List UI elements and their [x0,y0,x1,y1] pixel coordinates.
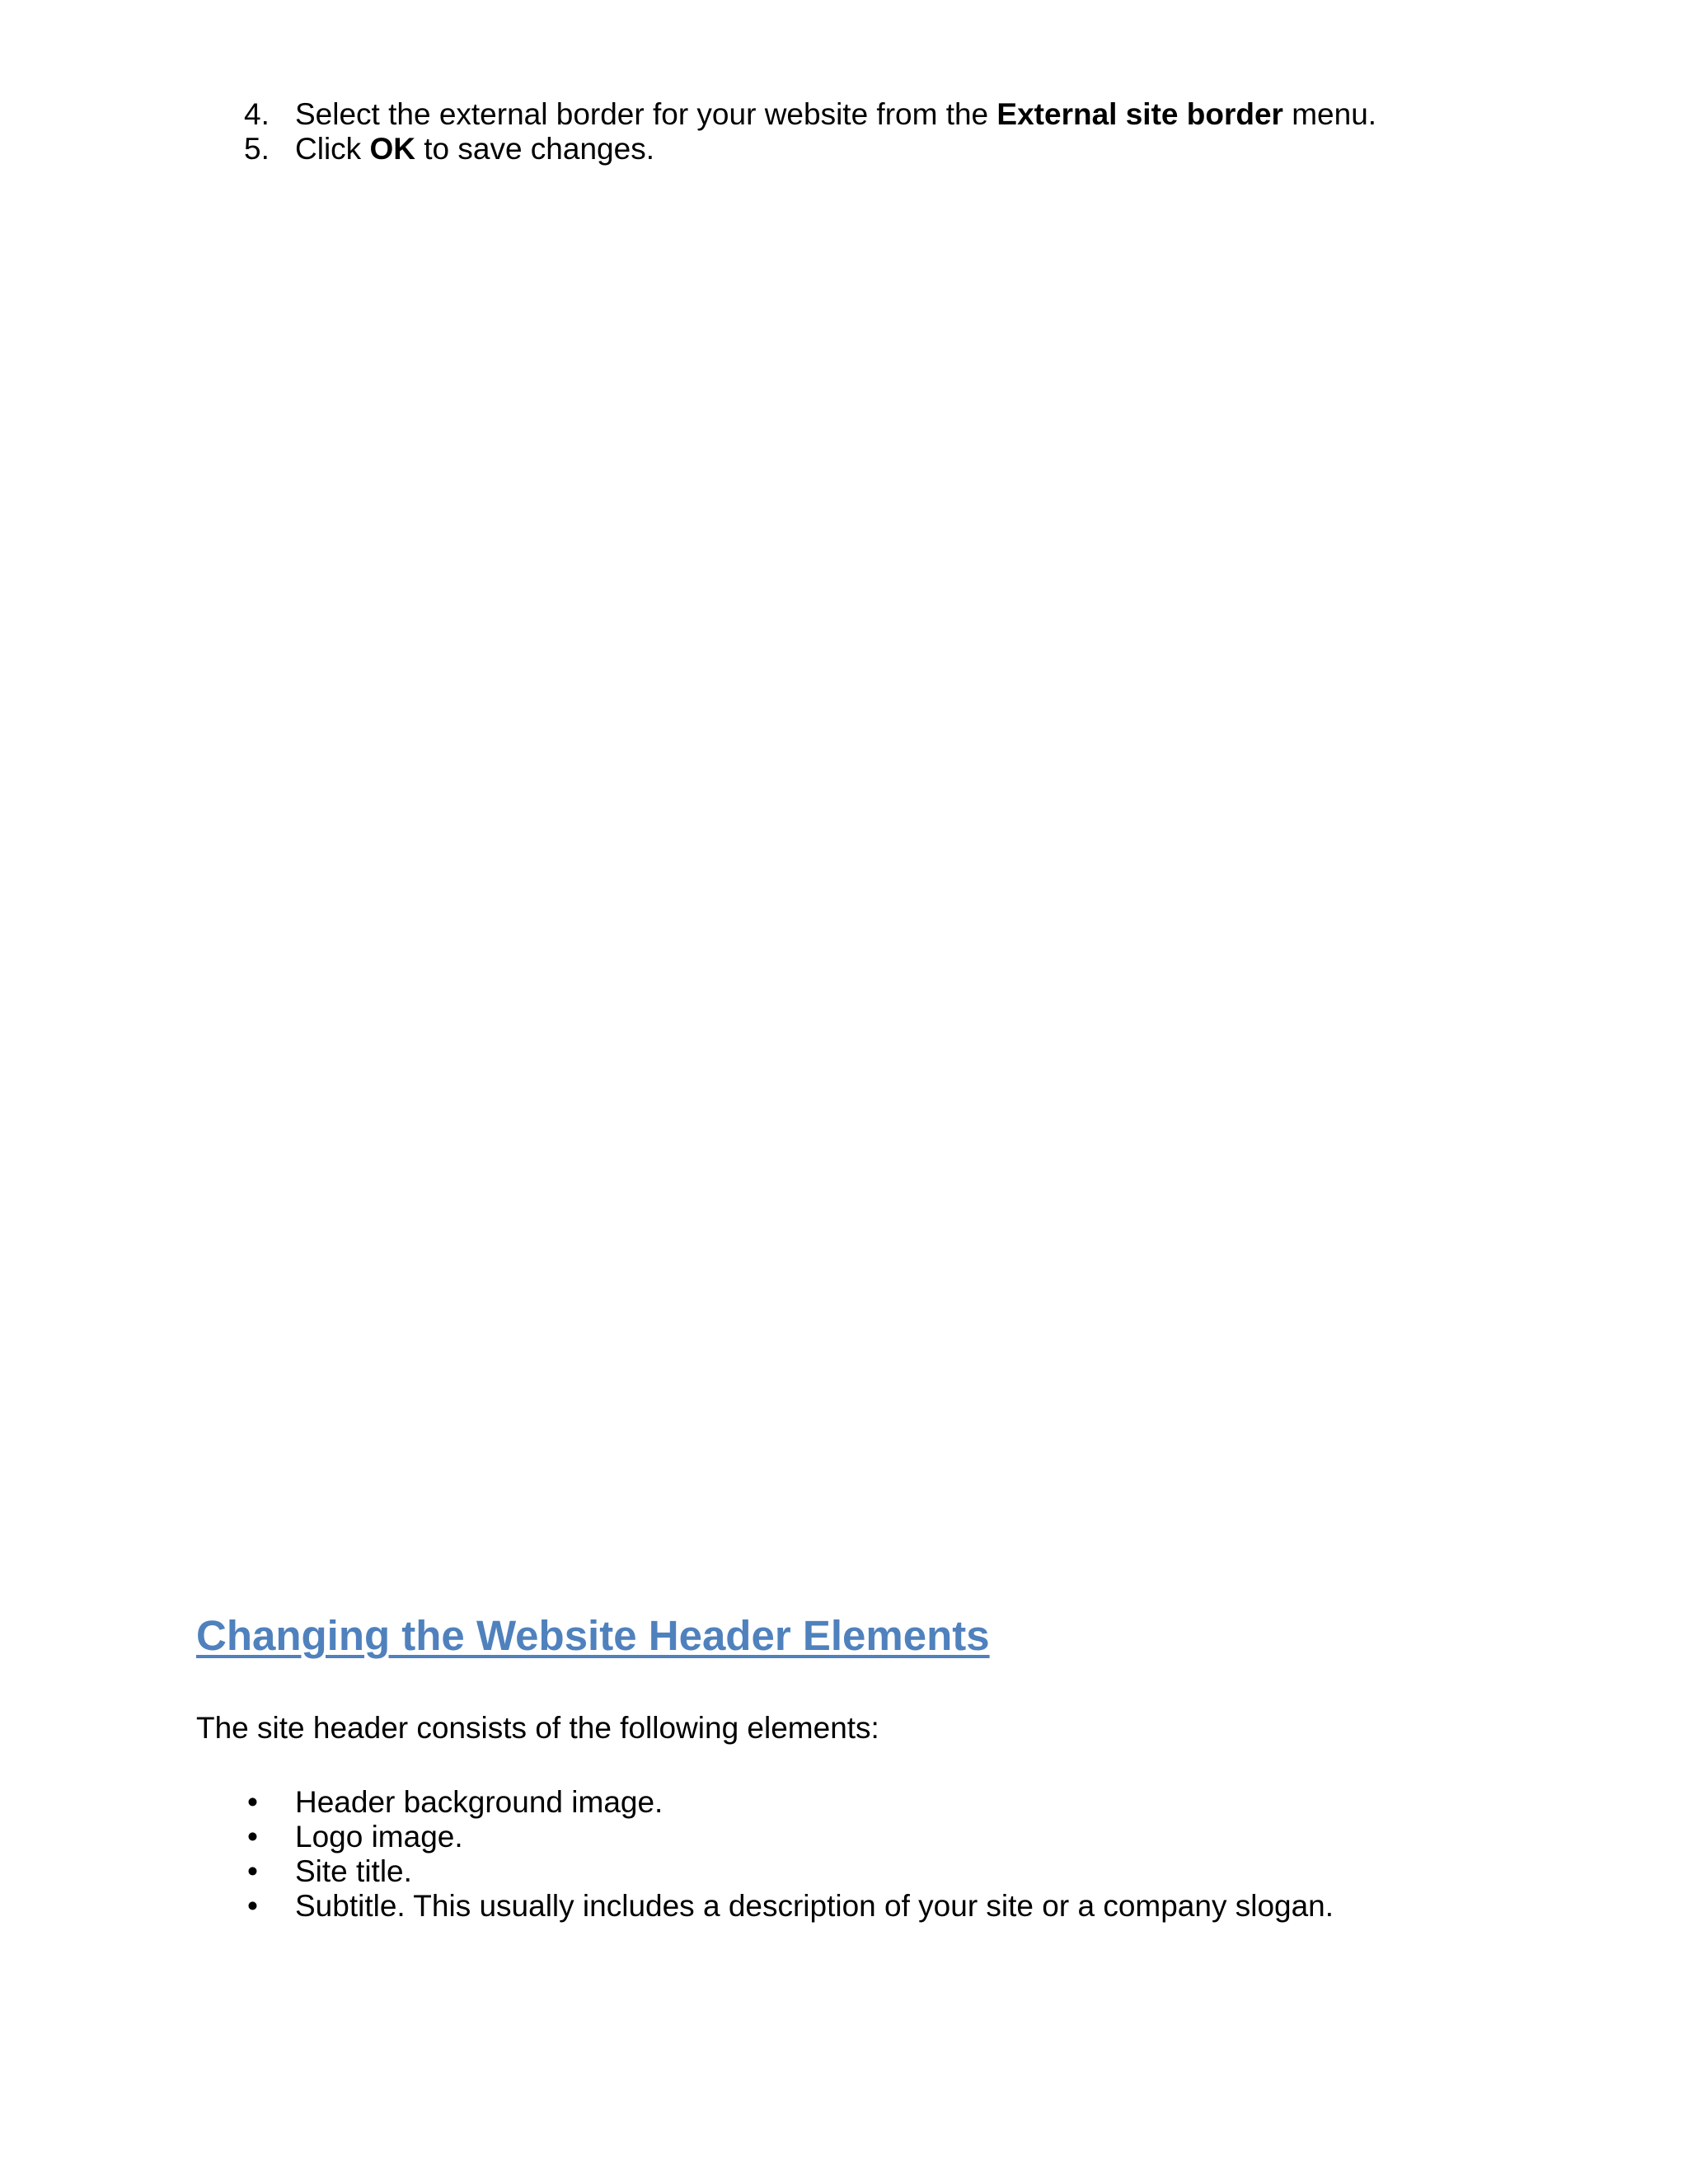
list-item-text: Logo image. [295,1820,463,1854]
section-heading: Changing the Website Header Elements [196,1612,990,1659]
step-number: 4. [244,97,270,131]
numbered-step-list [0,97,1688,166]
step-number: 5. [244,132,270,166]
list-item-text: Site title. [295,1854,412,1888]
list-item [0,1820,1688,1854]
step-text-bold: OK [369,132,415,166]
step-text-before: Click [295,132,370,166]
list-item [0,1854,1688,1889]
step-text [295,132,654,166]
list-item [0,1785,1688,1820]
step-text-after: to save changes. [415,132,654,166]
bullet-icon: • [247,1820,258,1854]
header-elements-list [0,1785,1688,1924]
step-text-before: Select the external border for your website from the [295,97,997,131]
bullet-icon: • [247,1889,258,1923]
bullet-icon: • [247,1785,258,1819]
step-text-after: menu. [1282,97,1377,131]
section-intro: The site header consists of the following elements: [196,1711,879,1745]
list-item-text: Header background image. [295,1785,663,1819]
step-item-4 [0,97,1688,132]
step-item-5 [0,132,1688,166]
bullet-icon: • [247,1854,258,1888]
list-item-text: Subtitle. This usually includes a description of your site or a company slogan. [295,1889,1334,1923]
step-text-bold: External site border [996,97,1283,131]
step-text [295,97,1376,132]
list-item [0,1889,1688,1924]
